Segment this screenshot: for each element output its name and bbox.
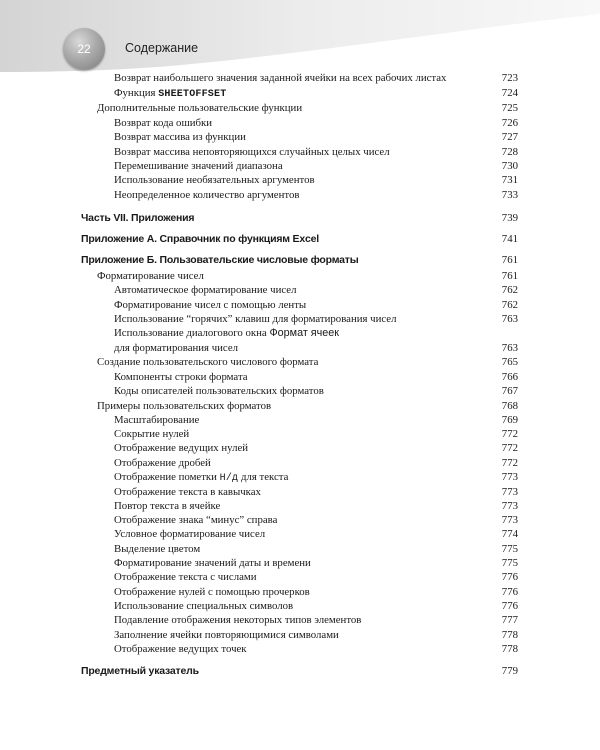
toc-page-number: 741 — [501, 233, 518, 245]
toc-page-number: 774 — [501, 528, 518, 540]
toc-page-number: 775 — [501, 543, 518, 555]
toc-page-number: 776 — [501, 600, 518, 612]
toc-page-number: 779 — [501, 665, 518, 677]
toc-page-number: 773 — [501, 471, 518, 483]
toc-page-number: 773 — [501, 486, 518, 498]
toc-page-number: 730 — [501, 160, 518, 172]
toc-page-number: 761 — [501, 254, 518, 266]
toc-page-number: 728 — [501, 146, 518, 158]
toc-page-number: 772 — [501, 428, 518, 440]
toc-page-number: 731 — [501, 174, 518, 186]
toc-page-number: 723 — [501, 72, 518, 84]
toc-page-number: 762 — [501, 284, 518, 296]
toc-page-number: 777 — [501, 614, 518, 626]
toc-page-number: 763 — [501, 342, 518, 354]
toc-page-number: 733 — [501, 189, 518, 201]
toc-page-number: 725 — [501, 102, 518, 114]
toc-page-number: 773 — [501, 514, 518, 526]
toc-page-number: 765 — [501, 356, 518, 368]
toc-page-number: 772 — [501, 457, 518, 469]
toc-page-number: 772 — [501, 442, 518, 454]
toc-page-number: 768 — [501, 400, 518, 412]
toc-page-number: 762 — [501, 299, 518, 311]
toc-page-number: 724 — [501, 87, 518, 99]
running-header-title: Содержание — [125, 41, 199, 55]
toc-page-number: 739 — [501, 212, 518, 224]
toc-page-number: 773 — [501, 500, 518, 512]
toc-page-number: 766 — [501, 371, 518, 383]
table-of-contents: Возврат наибольшего значения заданной ячейки на всех рабочих листах 723 Функция SHEETOFFSET 724 Дополнительные пользовательские функции 725 Возврат кода ошибки 726 Возврат массива из функции 727 Возврат массива неповторяющихся случайных целых чисел 728 Перемешивание значений диапазона 730 Использование необязательных аргументов 731 Неопределенное количество аргументов 733 Часть VII. Приложения 739 Приложение А. Справочник по функциям Excel 741 Приложение Б. Пользовательские числовые форматы 761 Форматирование чисел 761 Автоматическое форматирование чисел 762 Форматирование чисел с помощью ленты 762 Использование “горячих” клавиш для форматирования чисел 763 Использование диалогового окна Формат ячеек для форматирования чисел 763 Создание пользовательского числового формата 765 Компоненты строки формата 766 Коды описателей пользовательских форматов 767 Примеры пользовательских форматов 768 Масштабирование 769 Сокрытие нулей 772 Отображение ведущих нулей 772 Отображение дробей 772 Отображение пометки Н/д для текста 773 Отображение текста в кавычках 773 Повтор текста в ячейке 773 Отображение знака “минус” справа 773 Условное форматирование чисел 774 Выделение цветом 775 Форматирование значений даты и времени 775 Отображение текста с числами 776 Отображение нулей с помощью прочерков 776 Использование специальных символов 776 Подавление отображения некоторых типов элементов 777 Заполнение ячейки повторяющимися символами 778 Отображение ведущих точек 778 Предметный указатель 779 — [81, 72, 518, 677]
toc-page-number: 763 — [501, 313, 518, 325]
toc-page-number: 775 — [501, 557, 518, 569]
toc-page-number: 726 — [501, 117, 518, 129]
toc-page-number: 776 — [501, 571, 518, 583]
toc-page-number: 776 — [501, 586, 518, 598]
toc-page-number: 778 — [501, 629, 518, 641]
toc-page-number: 767 — [501, 385, 518, 397]
page-number: 22 — [77, 42, 91, 56]
toc-page-number: 727 — [501, 131, 518, 143]
toc-page-number: 778 — [501, 643, 518, 655]
toc-page-number: 761 — [501, 270, 518, 282]
toc-page-number: 769 — [501, 414, 518, 426]
